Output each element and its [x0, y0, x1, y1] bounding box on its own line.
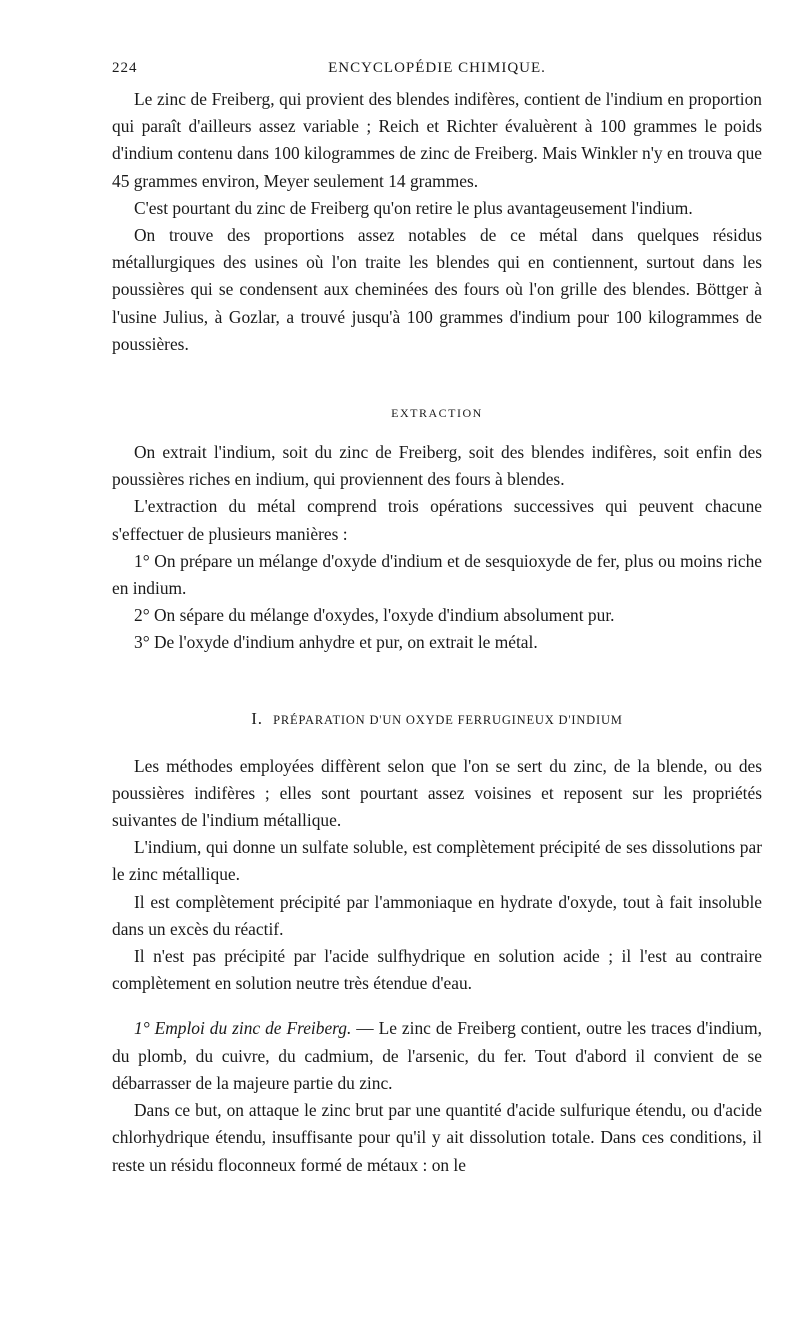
section-title: PRÉPARATION D'UN OXYDE FERRUGINEUX D'INDIUM	[273, 712, 623, 727]
paragraph: On extrait l'indium, soit du zinc de Freiberg, soit des blendes indifères, soit enfin des poussières riches en indium, qui proviennent des fours à blendes.	[112, 442, 762, 490]
paragraph: Le zinc de Freiberg, qui provient des blendes indifères, contient de l'indium en proportion qui paraît d'ailleurs assez variable ; Reich et Richter évaluèrent à 100 grammes le poids d'indium contenu dans 100 kilogrammes de zinc de Freiberg. Mais Winkler n'y en trouva que 45 grammes environ, Meyer seulement 14 grammes.	[112, 89, 762, 191]
subsection-title: 1° Emploi du zinc de Freiberg.	[134, 1018, 352, 1039]
list-item: 2° On sépare du mélange d'oxydes, l'oxyde d'indium absolument pur.	[134, 605, 615, 626]
paragraph: L'extraction du métal comprend trois opérations successives qui peuvent chacune s'effectuer de plusieurs manières :	[112, 496, 762, 544]
section-heading-preparation	[112, 709, 762, 729]
paragraph: Il est complètement précipité par l'ammoniaque en hydrate d'oxyde, tout à fait insoluble dans un excès du réactif.	[112, 891, 762, 939]
paragraph: On trouve des proportions assez notables de ce métal dans quelques résidus métallurgiques des usines où l'on traite les blendes qui en contiennent, surtout dans les poussières qui se condensent aux cheminées des fours où l'on grille des blendes. Böttger à l'usine Julius, à Gozlar, a trouvé jusqu'à 100 grammes d'indium pour 100 kilogrammes de poussières.	[112, 225, 762, 354]
spacer	[112, 997, 762, 1015]
page-number: 224	[112, 60, 138, 76]
subsection-text: — Le zinc de Freiberg contient, outre les traces d'indium, du plomb, du cuivre, du cadmium, de l'arsenic, du fer. Tout d'abord il convient de se débarrasser de la majeure partie du zinc.	[112, 1018, 762, 1093]
paragraph: Dans ce but, on attaque le zinc brut par une quantité d'acide sulfurique étendu, ou d'acide chlorhydrique étendu, insuffisante pour qu'il y ait dissolution totale. Dans ces conditions, il reste un résidu floconneux formé de métaux : on le	[112, 1100, 762, 1175]
list-item: 3° De l'oxyde d'indium anhydre et pur, on extrait le métal.	[134, 632, 538, 653]
running-title: ENCYCLOPÉDIE CHIMIQUE.	[328, 60, 546, 76]
list-item: 1° On prépare un mélange d'oxyde d'indium et de sesquioxyde de fer, plus ou moins riche en indium.	[112, 550, 762, 599]
paragraph-subsection	[112, 1015, 762, 1097]
running-header	[112, 60, 762, 86]
paragraph: Les méthodes employées diffèrent selon que l'on se sert du zinc, de la blende, ou des poussières indifères ; elles sont pourtant assez voisines et reposent sur les propriétés suivantes de l'indium métallique.	[112, 755, 762, 831]
paragraph: Il n'est pas précipité par l'acide sulfhydrique en solution acide ; il l'est au contraire complètement en solution neutre très étendue d'eau.	[112, 946, 762, 994]
section-heading-extraction: EXTRACTION	[391, 406, 483, 421]
section-number: I.	[251, 708, 263, 728]
paragraph: L'indium, qui donne un sulfate soluble, est complètement précipité de ses dissolutions par le zinc métallique.	[112, 837, 762, 885]
paragraph: C'est pourtant du zinc de Freiberg qu'on retire le plus avantageusement l'indium.	[134, 197, 693, 218]
